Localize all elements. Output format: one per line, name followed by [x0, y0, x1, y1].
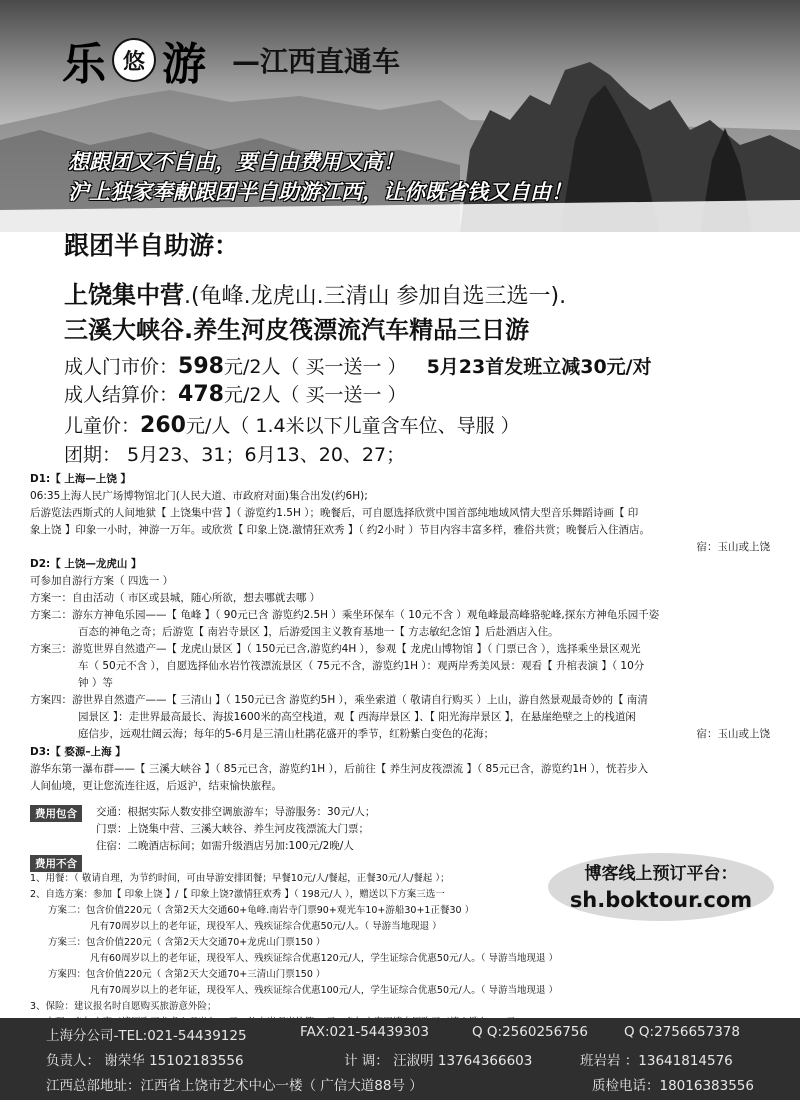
fee-line: 方案四：包含价值220元（ 含第2天大交通70+三清山门票150 ）	[48, 969, 326, 980]
footer-leader: 班岩岩 ：13641814576	[580, 1053, 733, 1069]
itinerary-line: 游华东第一瀑布群——【 三溪大峡谷 】（ 85元已含，游览约1H ），后前往【 养生河皮筏漂流 】（ 85元已含，游览约1H ），恍若步入	[30, 763, 649, 775]
itinerary-line: 06:35上海人民广场博物馆北门(人民大道、市政府对面)集合出发(约6H);	[30, 490, 368, 502]
fee-line: 凡有70周岁以上的老年证，现役军人、残疾证综合优惠100元/人，学生证综合优惠50元/人。（ 导游当地现退 ）	[90, 985, 559, 996]
logo-char-you: 游	[162, 39, 206, 90]
slogan-line-1: 想跟团又不自由，要自由费用又高！	[68, 150, 404, 174]
tour-title-options: .(龟峰.龙虎山.三清山 参加自选三选一).	[184, 284, 567, 309]
tour-dates: 团期： 5月23、31；6月13、20、27；	[64, 444, 406, 466]
fee-line: 3、保险：建议报名时自愿购买旅游意外险；	[30, 1001, 217, 1012]
adult-list-price	[64, 352, 652, 379]
fee-line: 住宿：二晚酒店标间；如需升级酒店另加:100元/2晚/人	[96, 840, 354, 852]
booking-bubble	[548, 853, 774, 921]
price-value: 598	[178, 354, 224, 379]
tour-title-line-2: 三溪大峡谷.养生河皮筏漂流汽车精品三日游	[64, 316, 530, 344]
price-label: 儿童价：	[64, 415, 141, 437]
fee-line: 2、自选方案：参加【 印象上饶 】/【 印象上饶?激情狂欢秀 】（ 198元/人 ），赠送以下方案三选一	[30, 889, 445, 900]
option-text: 庭信步，远观壮阔云海；每年的5-6月是三清山杜鹃花盛开的季节，红粉紫白变色的花海；	[78, 728, 495, 740]
tour-title-line-1	[64, 275, 566, 310]
itinerary-day1	[30, 471, 770, 556]
fee-line: 凡有70周岁以上的老年证，现役军人、残疾证综合优惠50元/人。（ 导游当地现退 ）	[90, 921, 442, 932]
fee-line: 交通：根据实际人数安排空调旅游车；导游服务：30元/人；	[96, 806, 376, 818]
child-price	[64, 411, 520, 438]
option-line: 方案二：游东方神龟乐园——【 龟峰 】（ 90元已含 游览约2.5H ）乘坐环保车（ 10元不含 ）观龟峰最高峰骆驼峰,探东方神龟乐园千姿	[30, 609, 660, 621]
fee-line: 方案二：包含价值220元（ 含第2天大交通60+龟峰.南岩寺门票90+观光车10+游船30+1正餐30 ）	[48, 905, 475, 916]
day-title: D3:【 婺源–上海 】	[30, 746, 126, 758]
option-line: 钟 ）等	[78, 677, 113, 689]
option-line: 百态的神龟之奇；后游览【 南岩寺景区 】，后游爱国主义教育基地一【 方志敏纪念馆 】后赴酒店入住。	[78, 626, 559, 638]
logo-char-you-circle: 悠	[112, 38, 156, 82]
footer-qq-2: Q Q:2756657378	[624, 1024, 740, 1040]
footer-fax: FAX:021-54439303	[300, 1024, 429, 1040]
booking-url-link[interactable]: sh.boktour.com	[569, 888, 753, 912]
option-line: 方案四：游世界自然遗产——【 三清山 】（ 150元已含 游览约5H ），乘坐索道（ 敬请自行购买 ）上山，游自然景观最奇妙的【 南清	[30, 694, 648, 706]
hero-banner	[0, 0, 800, 232]
footer-quality-phone: 质检电话：18016383556	[592, 1078, 754, 1094]
day-title: D1:【 上海—上饶 】	[30, 473, 132, 485]
fees-included-tag: 费用包含	[30, 805, 82, 822]
contact-footer	[0, 1018, 800, 1100]
price-unit: 元/人（ 1.4米以下儿童含车位、导服 ）	[185, 415, 520, 437]
price-label: 成人结算价：	[64, 384, 179, 406]
brand-logo	[62, 28, 400, 92]
price-value: 260	[140, 413, 186, 438]
price-unit: 元/2人（ 买一送一 ）	[223, 356, 407, 378]
fee-line: 方案三：包含价值220元（ 含第2天大交通70+龙虎山门票150 ）	[48, 937, 326, 948]
fees-excluded-list	[30, 871, 630, 1031]
footer-planner: 计 调： 汪淑明 13764366603	[344, 1053, 533, 1069]
main-heading: 跟团半自助游：	[64, 231, 240, 260]
itinerary-line: 人间仙境，更让您流连往返，后返沪，结束愉快旅程。	[30, 780, 282, 792]
lodging-note: 宿：玉山或上饶	[696, 728, 770, 740]
fee-line: 1、用餐：（ 敬请自理，为节约时间，可由导游安排团餐；早餐10元/人/餐起，正餐30元/人/餐起 ）；	[30, 873, 450, 884]
itinerary-day3	[30, 744, 770, 795]
fees-included-list	[96, 804, 696, 855]
slogan-line-2: 沪上独家奉献跟团半自助游江西，让你既省钱又自由！	[68, 180, 572, 204]
option-line: 车（ 50元不含 ），自愿选择仙水岩竹筏漂流景区（ 75元不含，游览约1H ）：观两岸秀美风景：观看【 升棺表演 】（ 10分	[78, 660, 645, 672]
option-line: 方案三：游览世界自然遗产—【 龙虎山景区 】（ 150元已含,游览约4H ），参观【 龙虎山博物馆 】（ 门票已含 ），选择乘坐景区观光	[30, 643, 641, 655]
fees-excluded-tag: 费用不含	[30, 855, 82, 872]
footer-address: 江西总部地址：江西省上饶市艺术中心一楼（ 广信大道88号 ）	[46, 1078, 423, 1094]
fee-line: 凡有60周岁以上的老年证，现役军人、残疾证综合优惠120元/人，学生证综合优惠50元/人。（ 导游当地现退 ）	[90, 953, 559, 964]
tour-title-bold: 上饶集中营	[64, 281, 184, 309]
logo-char-le: 乐	[62, 39, 106, 90]
footer-qq-1: Q Q:2560256756	[472, 1024, 588, 1040]
footer-manager: 负责人： 谢荣华 15102183556	[46, 1053, 244, 1069]
itinerary-line: 象上饶 】印象一小时，神游一万年。或欣赏【 印象上饶.激情狂欢秀 】（ 约2小时 ）节目内容丰富多样，雅俗共赏；晚餐后入住酒店。	[30, 524, 650, 536]
option-line	[30, 726, 770, 743]
footer-tel: 上海分公司-TEL:021-54439125	[46, 1028, 247, 1044]
promo-text: 5月23首发班立减30元/对	[426, 356, 652, 378]
itinerary-line: 后游览法西斯式的人间地狱【 上饶集中营 】（ 游览约1.5H ）；晚餐后，可自愿选择欣赏中国首部纯地域风情大型音乐舞蹈诗画【 印	[30, 507, 639, 519]
option-line: 园景区 】：走世界最高最长、海拔1600米的高空栈道，观【 西海岸景区 】、【 阳光海岸景区 】，在悬崖绝壁之上的栈道闲	[78, 711, 636, 723]
price-value: 478	[178, 382, 224, 407]
price-label: 成人门市价：	[64, 356, 179, 378]
fee-line: 门票：上饶集中营、三溪大峡谷、养生河皮筏漂流大门票；	[96, 823, 369, 835]
price-unit: 元/2人（ 买一送一 ）	[223, 384, 407, 406]
option-line: 方案一：自由活动（ 市区或县城，随心所欲，想去哪就去哪 ）	[30, 592, 321, 604]
logo-subtitle: —江西直通车	[232, 45, 401, 78]
itinerary-day2	[30, 556, 770, 743]
booking-title: 博客线上预订平台：	[584, 864, 738, 884]
itinerary-line: 可参加自游行方案（ 四选一 ）	[30, 575, 174, 587]
day-title: D2:【 上饶—龙虎山 】	[30, 558, 142, 570]
lodging-note: 宿：玉山或上饶	[696, 541, 770, 553]
adult-settle-price	[64, 380, 407, 407]
